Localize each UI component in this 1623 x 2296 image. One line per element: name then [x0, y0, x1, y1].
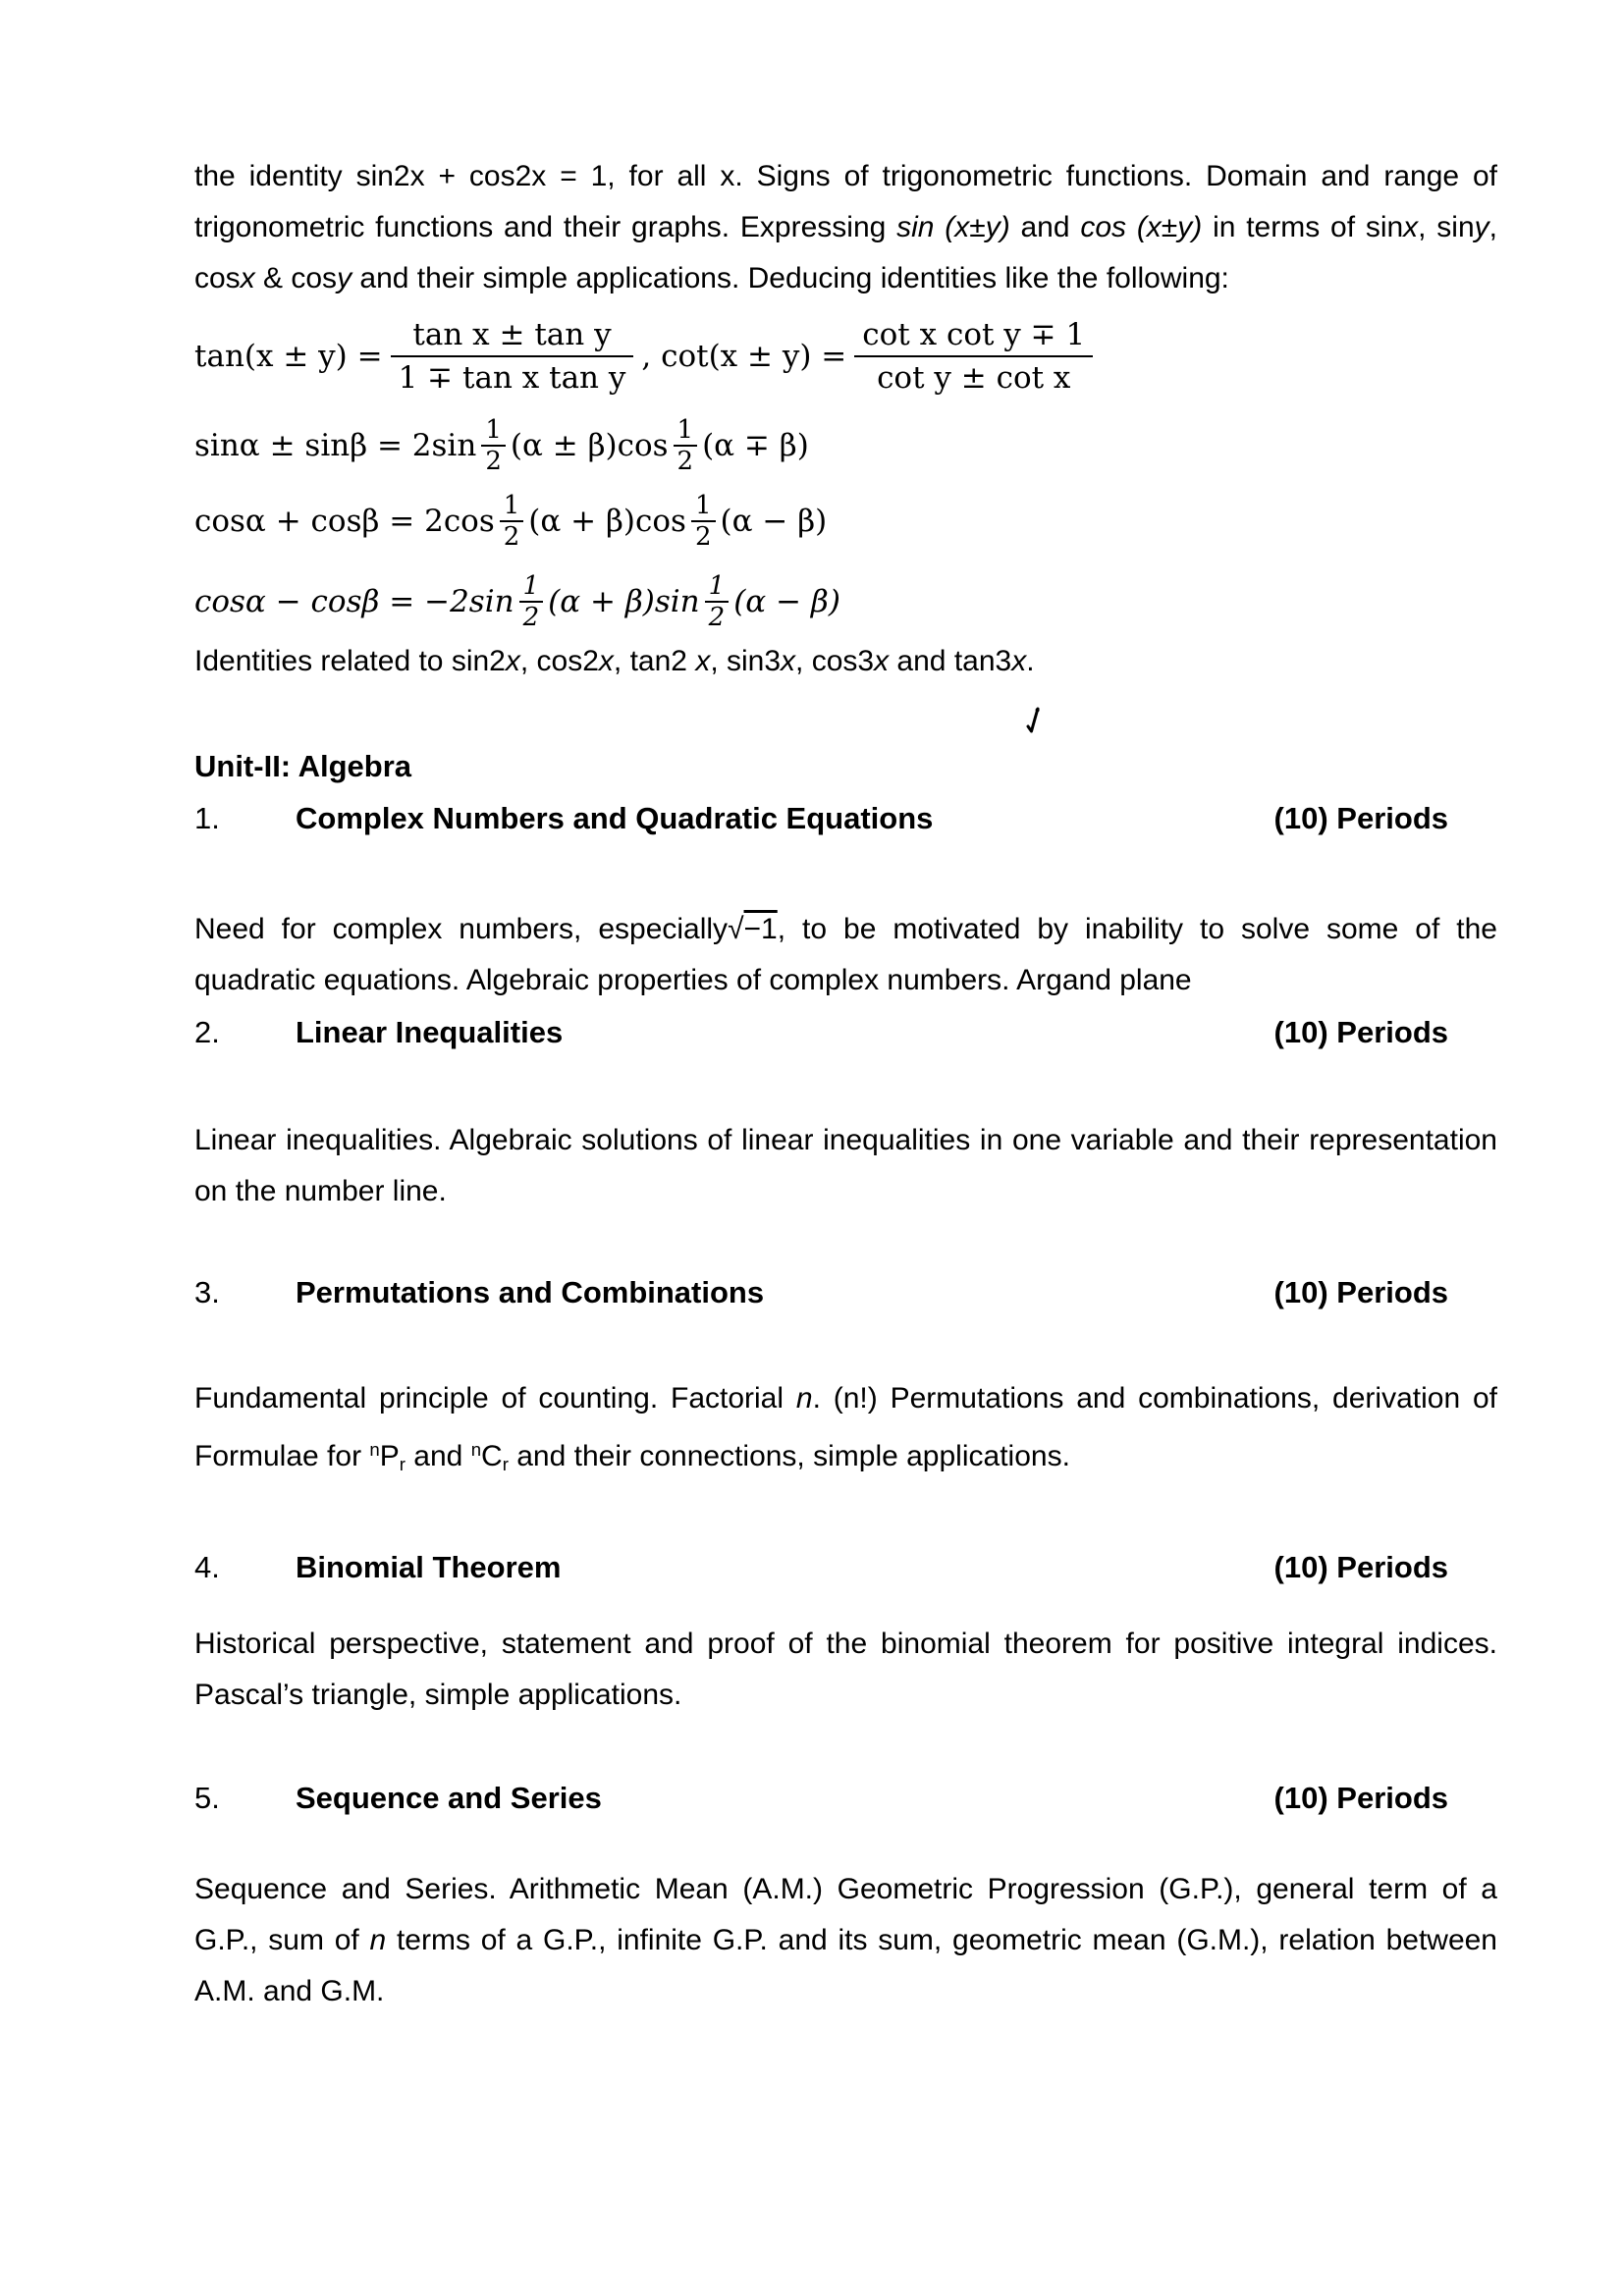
text-line: on the number line. — [194, 1175, 447, 1207]
text-line: Formulae for $^nP_r$ and $^nC_r$ and their connections, simple applications. — [194, 1439, 1070, 1474]
syllabus-item-5 — [194, 1777, 1497, 1820]
syllabus-item-3 — [194, 1271, 1497, 1314]
fraction-half — [705, 573, 730, 630]
fraction-half — [500, 493, 524, 550]
syllabus-item-1 — [194, 797, 1497, 840]
formula-mid: (α + β)sin — [548, 584, 700, 619]
fraction-numerator: 1 — [691, 493, 716, 522]
fraction-denominator: 2 — [694, 522, 712, 552]
fraction-denominator: 2 — [485, 447, 502, 476]
item-periods: (10) Periods — [1273, 1015, 1448, 1049]
text-line: Pascal’s triangle, simple applications. — [194, 1678, 682, 1711]
section-body-3 — [194, 1373, 1497, 1490]
fraction-half — [519, 573, 544, 630]
item-number: 3. — [194, 1275, 220, 1309]
item-title: Complex Numbers and Quadratic Equations — [296, 801, 934, 835]
item-periods: (10) Periods — [1273, 1275, 1448, 1309]
fraction-cot — [854, 317, 1093, 396]
item-number: 1. — [194, 801, 220, 835]
formula-pre: sinα ± sinβ = 2sin — [194, 428, 477, 463]
section-body-5 — [194, 1864, 1497, 2017]
formula-cos-diff — [194, 573, 1497, 630]
item-title: Binomial Theorem — [296, 1549, 562, 1584]
fraction-denominator: 2 — [708, 603, 726, 632]
fraction-numerator: 1 — [500, 493, 524, 522]
item-title: Linear Inequalities — [296, 1015, 564, 1049]
section-body-1 — [194, 904, 1497, 1006]
item-periods: (10) Periods — [1273, 801, 1448, 835]
fraction-half — [691, 493, 716, 550]
text-line: G.P., sum of n terms of a G.P., infinite G.P. and its sum, geometric mean (G.M.), relation between — [194, 1923, 1497, 1956]
fraction-denominator: 2 — [503, 522, 520, 552]
unit-heading: Unit-II: Algebra — [194, 749, 412, 783]
text-line: trigonometric functions and their graphs. Expressing sin (x±y) and cos (x±y) in terms of sinx, siny, — [194, 211, 1497, 243]
fraction-half — [481, 417, 506, 474]
text-line: Historical perspective, statement and proof of the binomial theorem for positive integral indices. — [194, 1627, 1497, 1660]
fraction-numerator: tan x ± tan y — [391, 317, 634, 357]
formula-pre: cosα + cosβ = 2cos — [194, 504, 495, 539]
fraction-denominator: 2 — [522, 603, 540, 632]
fraction-numerator: 1 — [481, 417, 506, 447]
text-line: A.M. and G.M. — [194, 1974, 385, 2007]
item-title: Sequence and Series — [296, 1780, 602, 1815]
section-body-2 — [194, 1115, 1497, 1217]
fraction-numerator: 1 — [519, 573, 544, 603]
formula-sin-sum — [194, 417, 1497, 474]
fraction-denominator: cot y ± cot x — [877, 360, 1071, 396]
intro-paragraph — [194, 151, 1497, 304]
formula-tan-lhs: tan(x ± y) = — [194, 339, 383, 374]
item-number: 2. — [194, 1015, 220, 1049]
item-periods: (10) Periods — [1273, 1780, 1448, 1815]
text-line: quadratic equations. Algebraic properties of complex numbers. Argand plane — [194, 964, 1192, 996]
formula-cos-sum — [194, 493, 1497, 550]
formula-tan-cot — [194, 317, 1497, 396]
formula-pre: cosα − cosβ = −2sin — [194, 584, 514, 619]
text-line: Linear inequalities. Algebraic solutions of linear inequalities in one variable and their representation — [194, 1124, 1497, 1156]
formula-mid: (α + β)cos — [528, 504, 686, 539]
fraction-half — [674, 417, 698, 474]
item-number: 4. — [194, 1549, 220, 1584]
item-number: 5. — [194, 1780, 220, 1815]
syllabus-item-4 — [194, 1546, 1497, 1589]
fraction-denominator: 1 ∓ tan x tan y — [398, 360, 626, 396]
text-line: Fundamental principle of counting. Factorial n. (n!) Permutations and combinations, derivation of — [194, 1382, 1497, 1415]
text-line: the identity sin2x + cos2x = 1, for all x. Signs of trigonometric functions. Domain and range of — [194, 160, 1497, 192]
fraction-numerator: 1 — [674, 417, 698, 447]
fraction-denominator: 2 — [676, 447, 694, 476]
formula-mid: (α ± β)cos — [510, 428, 669, 463]
formula-post: (α ∓ β) — [702, 428, 809, 463]
formula-post: (α − β) — [720, 504, 828, 539]
item-periods: (10) Periods — [1273, 1549, 1448, 1584]
section-body-4 — [194, 1619, 1497, 1721]
text-line: Need for complex numbers, especially√−1, to be motivated by inability to solve some of the — [194, 913, 1497, 945]
fraction-numerator: cot x cot y ∓ 1 — [854, 317, 1093, 357]
text-line: Sequence and Series. Arithmetic Mean (A.M.) Geometric Progression (G.P.), general term of a — [194, 1872, 1497, 1905]
fraction-numerator: 1 — [705, 573, 730, 603]
identities-line — [194, 640, 1497, 683]
item-title: Permutations and Combinations — [296, 1275, 765, 1309]
text-line: cosx & cosy and their simple applications. Deducing identities like the following: — [194, 262, 1229, 294]
fraction-tan — [391, 317, 634, 396]
formula-post: (α − β) — [733, 584, 840, 619]
syllabus-item-2 — [194, 1011, 1497, 1054]
stray-pen-mark — [1025, 706, 1043, 741]
formula-cot-lhs: , cot(x ± y) = — [641, 339, 847, 374]
text-line: Identities related to sin2x, cos2x, tan2 x, sin3x, cos3x and tan3x. — [194, 645, 1035, 677]
